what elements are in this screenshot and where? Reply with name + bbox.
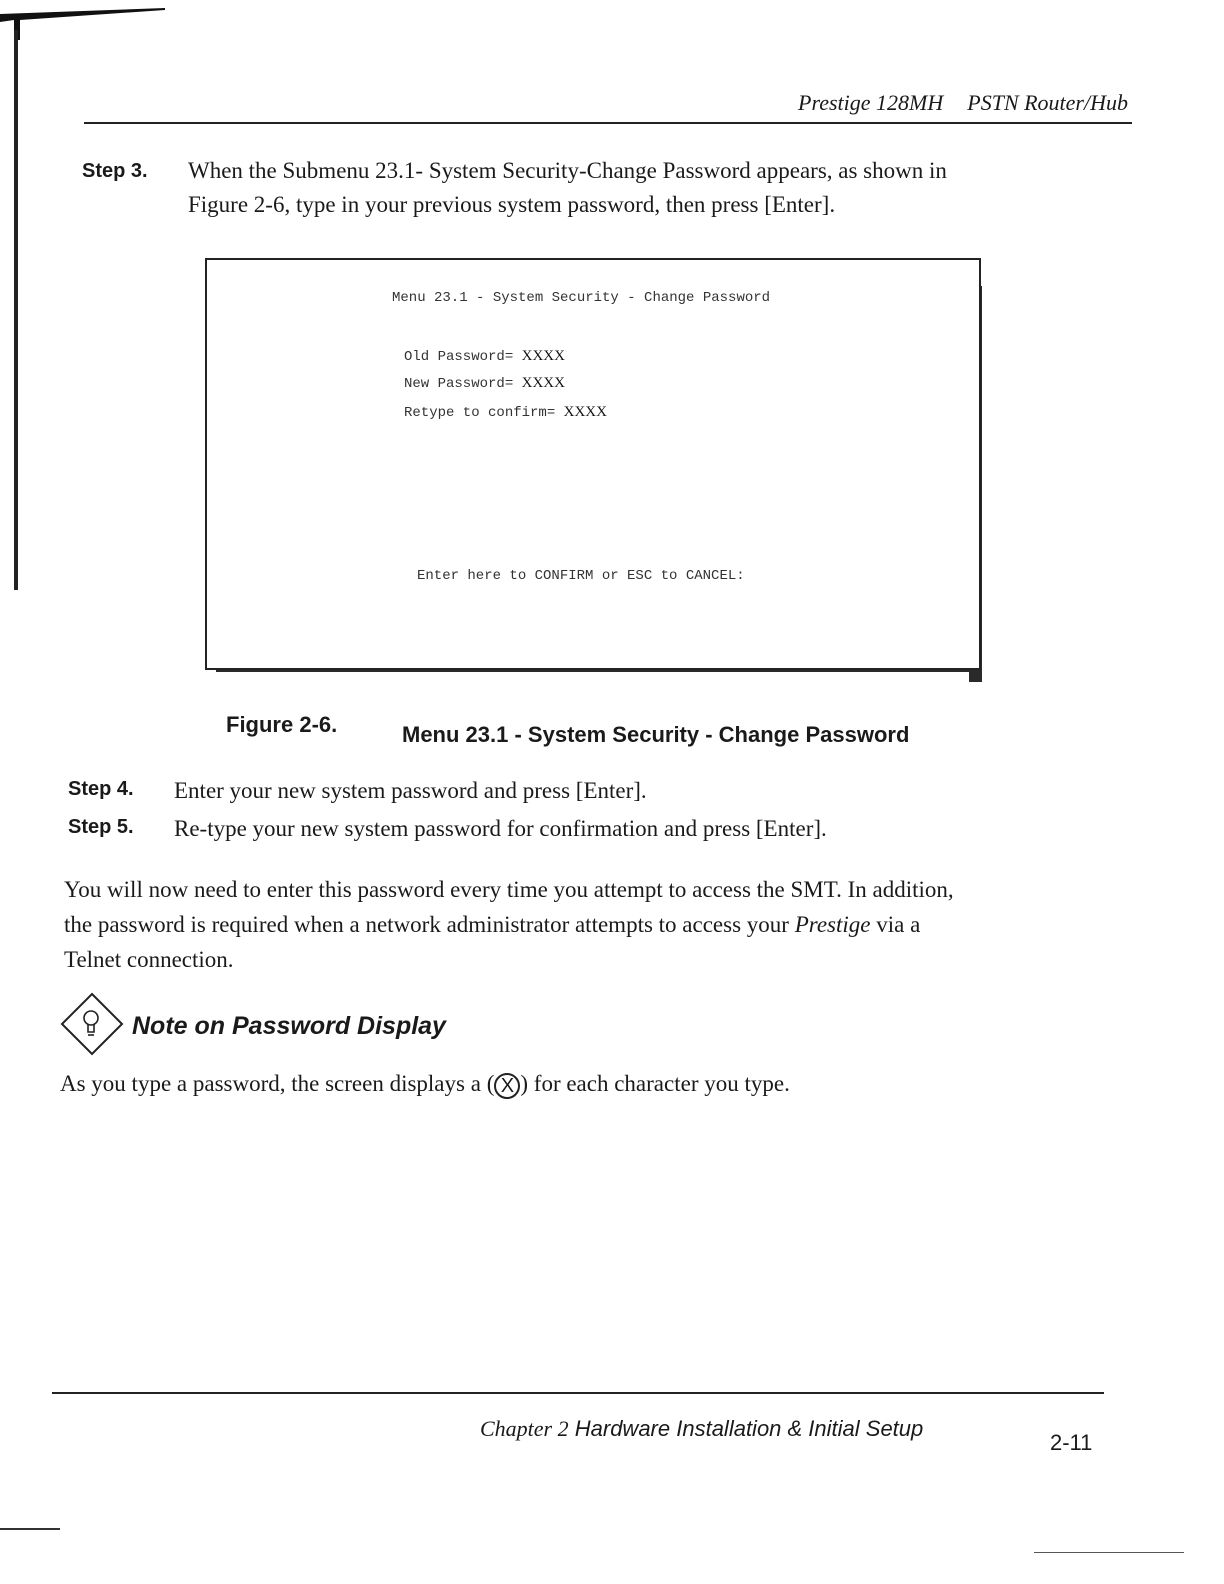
paragraph-line2-before: the password is required when a network administrator attempts to access your — [64, 912, 795, 937]
paragraph-line2-italic: Prestige — [794, 912, 871, 937]
figure-title: Menu 23.1 - System Security - Change Password — [402, 722, 910, 747]
header-product-type: PSTN Router/Hub — [967, 90, 1128, 115]
field-label: Retype to confirm= — [404, 405, 556, 421]
bottom-left-mark — [0, 1528, 60, 1530]
field-value: XXXX — [563, 404, 607, 420]
screen-field-old-password — [404, 348, 565, 365]
step3-line1: When the Submenu 23.1- System Security-Change Password appears, as shown in — [188, 158, 947, 183]
screen-field-new-password — [404, 375, 565, 392]
screen-prompt: Enter here to CONFIRM or ESC to CANCEL: — [417, 568, 745, 584]
header-product: Prestige 128MH — [798, 90, 944, 115]
paragraph-line2-after: via a — [870, 912, 921, 937]
symbol-close-paren: ) — [520, 1071, 529, 1096]
left-edge-line — [14, 30, 18, 590]
lightbulb-diamond-icon — [60, 992, 124, 1056]
figure-number: Figure 2-6. — [226, 712, 338, 737]
header-rule — [84, 122, 1132, 124]
password-paragraph — [64, 872, 1124, 977]
note-text-after: for each character you type. — [528, 1071, 790, 1096]
footer-chapter-title: Hardware Installation & Initial Setup — [574, 1416, 924, 1441]
footer-rule — [52, 1392, 1104, 1394]
field-label: New Password= — [404, 376, 514, 392]
screen-title: Menu 23.1 - System Security - Change Password — [392, 290, 771, 306]
step4-text: Enter your new system password and press [Enter]. — [174, 778, 647, 803]
step3-text — [188, 154, 1088, 222]
step4-label: Step 4. — [68, 778, 134, 800]
field-value: XXXX — [521, 375, 565, 391]
x-circle-icon: X — [494, 1073, 520, 1099]
symbol-open-paren: ( — [486, 1071, 495, 1096]
step5-label: Step 5. — [68, 816, 134, 838]
paragraph-line2 — [64, 907, 1124, 942]
terminal-screen — [205, 258, 981, 670]
field-label: Old Password= — [404, 349, 514, 365]
screen-field-retype — [404, 404, 607, 421]
page-header — [798, 90, 1128, 116]
note-title: Note on Password Display — [132, 1012, 446, 1040]
paragraph-line1: You will now need to enter this password every time you attempt to access the SMT. In addition, — [64, 877, 954, 902]
paragraph-line3: Telnet connection. — [64, 947, 234, 972]
bottom-right-mark — [1034, 1552, 1184, 1553]
step5-text: Re-type your new system password for confirmation and press [Enter]. — [174, 816, 827, 841]
page-number: 2-11 — [1050, 1430, 1093, 1455]
step3-line2: Figure 2-6, type in your previous system password, then press [Enter]. — [188, 192, 836, 217]
field-value: XXXX — [521, 348, 565, 364]
note-text — [60, 1066, 790, 1101]
footer-chapter — [480, 1416, 923, 1442]
step3-label: Step 3. — [82, 160, 148, 182]
note-text-before: As you type a password, the screen displays a — [60, 1071, 487, 1096]
footer-chapter-word: Chapter 2 — [480, 1416, 569, 1441]
corner-mark — [0, 0, 170, 40]
